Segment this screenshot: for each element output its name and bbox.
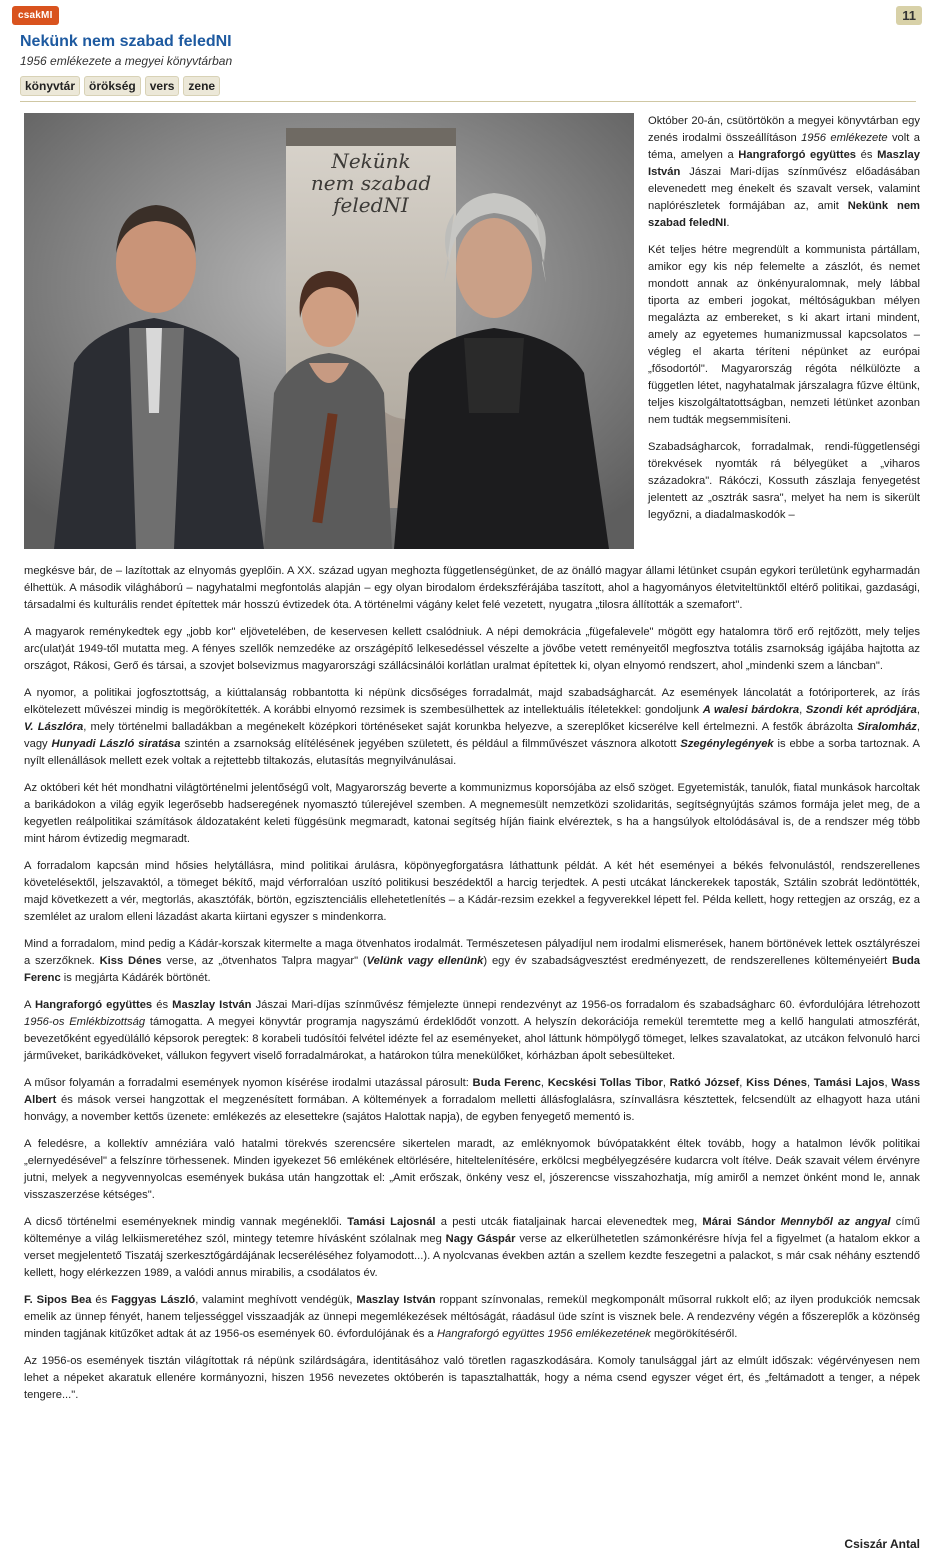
tag-vers[interactable]: vers: [145, 76, 180, 96]
article-photo: [24, 113, 634, 549]
intro-column: [648, 113, 920, 534]
header-divider: [20, 101, 916, 102]
paragraph-3-continued: megkésve bár, de – lazítottak az elnyomás gyeplőin. A XX. század ugyan meghozta függetlenségünket, de az önálló magyar állami létünket csupán egykori területünk egyharmadán élhettük. A második világháború – nagyhatalmi megfontolás alapján – egy olyan birodalom érdekszférájába taszított, ahol a hagyományos életviteltünktől eltérő politikai, gazdasági, társadalmi és kulturális rendet építettek már hosszú évtizedek óta. A történelmi vágány kelet felé vezetett, nyugatra „tilosra állították a szemafort".: [24, 565, 920, 611]
intro-paragraph-3: Szabadságharcok, forradalmak, rendi-függetlenségi törekvések nyomták rá bélyegüket a „viharos századokra". Rákóczi, Kossuth zászlaja fenyegetést jelentett az „osztrák sasra", melyet ha nem is sikerült legyőzni, a diadalmaskodók –: [648, 441, 920, 521]
paragraph-8: Mind a forradalom, mind pedig a Kádár-korszak kitermelte a maga ötvenhatos irodalmát. Természetesen pályadíjul nem irodalmi elismerések, hanem börtönévek lettek osztályrészei a szerzőknek. Kiss Dénes verse, az „ötvenhatos Talpra magyar" (Velünk vagy ellenünk) egy év szabadságvesztést eredményezett, de rendszerellenes költeményeiért Buda Ferenc is megjárta Kádárék börtönét.: [24, 938, 920, 984]
intro-paragraph-1: Október 20-án, csütörtökön a megyei könyvtárban egy zenés irodalmi összeállításon 1956 emlékezete volt a téma, amelyen a Hangraforgó együttes és Maszlay István Jászai Mari-díjas színművész előadásában elevenedett meg énekelt és szavalt versek, valamint naplórészletek formájában az, amit Nekünk nem szabad feledNI.: [648, 115, 920, 229]
tag-orokseg[interactable]: örökség: [84, 76, 141, 96]
tag-konyvtar[interactable]: könyvtár: [20, 76, 80, 96]
page-number-badge: 11: [896, 6, 922, 25]
paragraph-13: F. Sipos Bea és Faggyas László, valamint meghívott vendégük, Maszlay István roppant színvonalas, remekül megkomponált műsorral rukkolt elő; az ilyen produkciók nemcsak emelik az ünnep fényét, hanem teljességgel visszaadják az ünnepi megemlékezések méltóságát, ráadásul üde színt is visznek bele. A rendezvény végén a főszereplők a közönség minden tagjának kitűzőket adtak át az 1956-os események 60. évfordulójának és a Hangraforgó együttes 1956 emlékezetének megörökítéséről.: [24, 1294, 920, 1340]
paragraph-6: Az októberi két hét mondhatni világtörténelmi jelentőségű volt, Magyarország beverte a kommunizmus koporsójába az első szöget. Egyetemisták, tanulók, fiatal munkások harcoltak a barikádokon a világ egyik legerősebb hadseregének nyomasztó túlerejével szemben. A megnemesült nemzetközi szolidaritás, segítségnyújtás számos formája jelet meg, de a kegyetlen reálpolitikai számítások áldozataként keleti függésünk megmaradt, katonai segítség híján fiaink elvéreztek, s ha a hangsúlyok eltolódásával is, de a rendszer még több mint három évtizedig megmaradt.: [24, 782, 920, 845]
article-body: [24, 563, 920, 1414]
paragraph-4: A magyarok reménykedtek egy „jobb kor" eljövetelében, de keservesen kellett csalódniuk. A népi demokrácia „fügefalevele" mögött egy hatalomra törő erő rejtőzött, mely teljes arc(ulat)át 1949-től mutatta meg. A fényes szellők nemzedéke az országépítő lelkesedéssel vészelte a jövőbe vetett reményeitől megfosztva totális zsarnokság igájába hajtotta az országot, Rákosi, Gerő és társai, a szovjet bolsevizmus magyarországi szállácsinálói korlátlan uralmat építettek ki, olyan elnyomó rendszert, ahol „mindenki szem a láncban".: [24, 626, 920, 672]
paragraph-11: A feledésre, a kollektív amnéziára való hatalmi törekvés szerencsére sikertelen maradt, az emléknyomok búvópatakként éltek tovább, hogy a hatalmon lévők politikai „elernyedésével" a felszínre törhessenek. Minden igyekezet 56 emlékének eltörlésére, hiteltelenítésére, erkölcsi megbélyegzésére kudarcra volt ítélve. Deák szavait vélem érvényre jutni, melyek a negyvennyolcas események bukása után hangzottak el: „Amit erőszak, önkény vesz el, jószerencse visszahozhatja, míg amiről a nemzet önként mond le, annak visszaszerzése kétséges".: [24, 1138, 920, 1201]
paragraph-9: A Hangraforgó együttes és Maszlay István Jászai Mari-díjas színművész fémjelezte ünnepi rendezvényt az 1956-os forradalom és szabadságharc 60. évfordulójára létrehozott 1956-os Emlékbizottság támogatta. A megyei könyvtár programja nagyszámú érdeklődőt vonzott. A helyszín dekorációja remekül teremtette meg a kellő hangulati atmoszférát, bevezetőként egyedülálló képsorok peregtek: 8 korabeli tudósítói felvétel idézte fel az eseményeket, ahol láttunk hömpölygő tömeget, lelkes szavalatokat, az utcákon felvonuló harci járműveket, barikádköveket, vállukon fegyvert viselő forradalmárokat, a határokon túlra menekülőket, kórházban ápolt sebesülteket.: [24, 999, 920, 1062]
banner-text-2: nem szabad: [310, 171, 432, 195]
paragraph-7: A forradalom kapcsán mind hősies helytállásra, mind politikai árulásra, köpönyegforgatásra láthattunk példát. A két hét eseményei a békés felvonulástól, rendszerellenes követelésektől, jelszavaktól, a tömeget békítő, majd vérforralóan uszító politikusi beszédektől a harcig terjedtek. A pesti utcákat lánckerekek taposták, Sztálin szobrát ledöntötték, majd következett a vér, megtorlás, akasztófák, börtön, egzisztenciális ellehetetlenítés – a Kádár-rezsim ezekkel a fegyverekkel lépett fel. Példa kellett, hogy rettegjen az ország, ez a szemlélet az uralom elleni lázadást akarta kiirtani egyszer s mindenkorra.: [24, 860, 920, 923]
article-title[interactable]: Nekünk nem szabad feledNI: [20, 33, 232, 50]
intro-paragraph-2: Két teljes hétre megrendült a kommunista pártállam, amikor egy kis nép felemelte a zászlót, és nemet mondott annak az önkényuralomnak, mely lábbal tiporta az emberi jogokat, méltóságukban mélyen megalázta az embereket, s ki akart irtani mindent, amely az egyetemes humanizmussal kapcsolatos – végleg el akarta téríteni népünket az európai „fősodortól". Magyarország régóta nélkülözte a független létet, nagyhatalmak járszalagra fűzve éltünk, teljes kiszolgáltatottságban, nemzeti létünket azonban nem tudták megsemmisíteni.: [648, 244, 920, 426]
paragraph-5: A nyomor, a politikai jogfosztottság, a kiúttalanság robbantotta ki népünk dicsőséges forradalmát, majd szabadságharcát. Az események láncolatát a fotóriporterek, az írás elkötelezett művészei mindig is megörökítették. A korábbi elnyomó rezsimek is szembesülhettek az intellektuális ítéletekkel: gondoljunk A walesi bárdokra, Szondi két apródjára, V. Lászlóra, mely történelmi balladákban a megénekelt középkori történéseket saját korunkba helyezve, a szereplőket kicserélve kell értelmezni. A festők ábrázolta Siralomház, vagy Hunyadi László siratása szintén a zsarnokság elítélésének jegyében született, és például a filmművészet vásznora alkotott Szegénylegények is ebbe a sorba tartoznak. A nyílt ellenállások mellett ezek voltak a rejtettebb tiltakozás, elutasítás megnyilvánulásai.: [24, 687, 920, 767]
tag-zene[interactable]: zene: [183, 76, 220, 96]
paragraph-14: Az 1956-os események tisztán világítottak rá népünk szilárdságára, identitásához való töretlen ragaszkodására. Komoly tanulsággal járt az elmúlt időszak: végérvényesen nem lehet a népeket akaratuk ellenére kormányozni, hiszen 1956 nevezetes októberén is tapasztalhatták, hogy a néma csend egyszer véget ért, és „feltámadott a tenger, a népek tengere...".: [24, 1355, 920, 1401]
banner-text-1: Nekünk: [331, 149, 411, 173]
tag-list: [20, 76, 220, 96]
site-badge[interactable]: csakMI: [12, 6, 59, 25]
author-signature: Csiszár Antal: [844, 1537, 920, 1551]
article-subtitle: 1956 emlékezete a megyei könyvtárban: [20, 54, 233, 68]
top-bar: [0, 0, 944, 32]
banner-text-3: feledNI: [333, 193, 409, 217]
paragraph-12: A dicső történelmi eseményeknek mindig vannak megéneklői. Tamási Lajosnál a pesti utcák fiataljainak harcai elevenedtek meg, Márai Sándor Mennyből az angyal című költeménye a világ lelkiismeretéhez szól, mintegy tetemre hívásként szólalnak meg Nagy Gáspár verse az elkerülhetetlen számonkérésre hívja fel a figyelmet (a hatalom ekkor a verset megjelentető Tiszatáj szerkesztőgárdájának lecseréléséhez folyamodott...). A nyolcvanas években aztán a szellem kezdte feszegetni a palackot, s már csak néhány esztendő kellett, hogy elérkezzen 1989, a valódi annus mirabilis, a csodálatos év.: [24, 1216, 920, 1279]
photo-illustration: [24, 113, 634, 549]
paragraph-10: A műsor folyamán a forradalmi események nyomon kísérése irodalmi utazással párosult: Buda Ferenc, Kecskési Tollas Tibor, Ratkó József, Kiss Dénes, Tamási Lajos, Wass Albert és mások versei hangzottak el megzenésített formában. A költemények a forradalom melletti állásfoglalásra, színvallásra késztettek, felcsendült az elhagyott haza utáni honvágy, a november kettős üzenete: emlékezés az elesettekre (sajátos Halottak napja), de egyben fenyegető mementó is.: [24, 1077, 921, 1123]
